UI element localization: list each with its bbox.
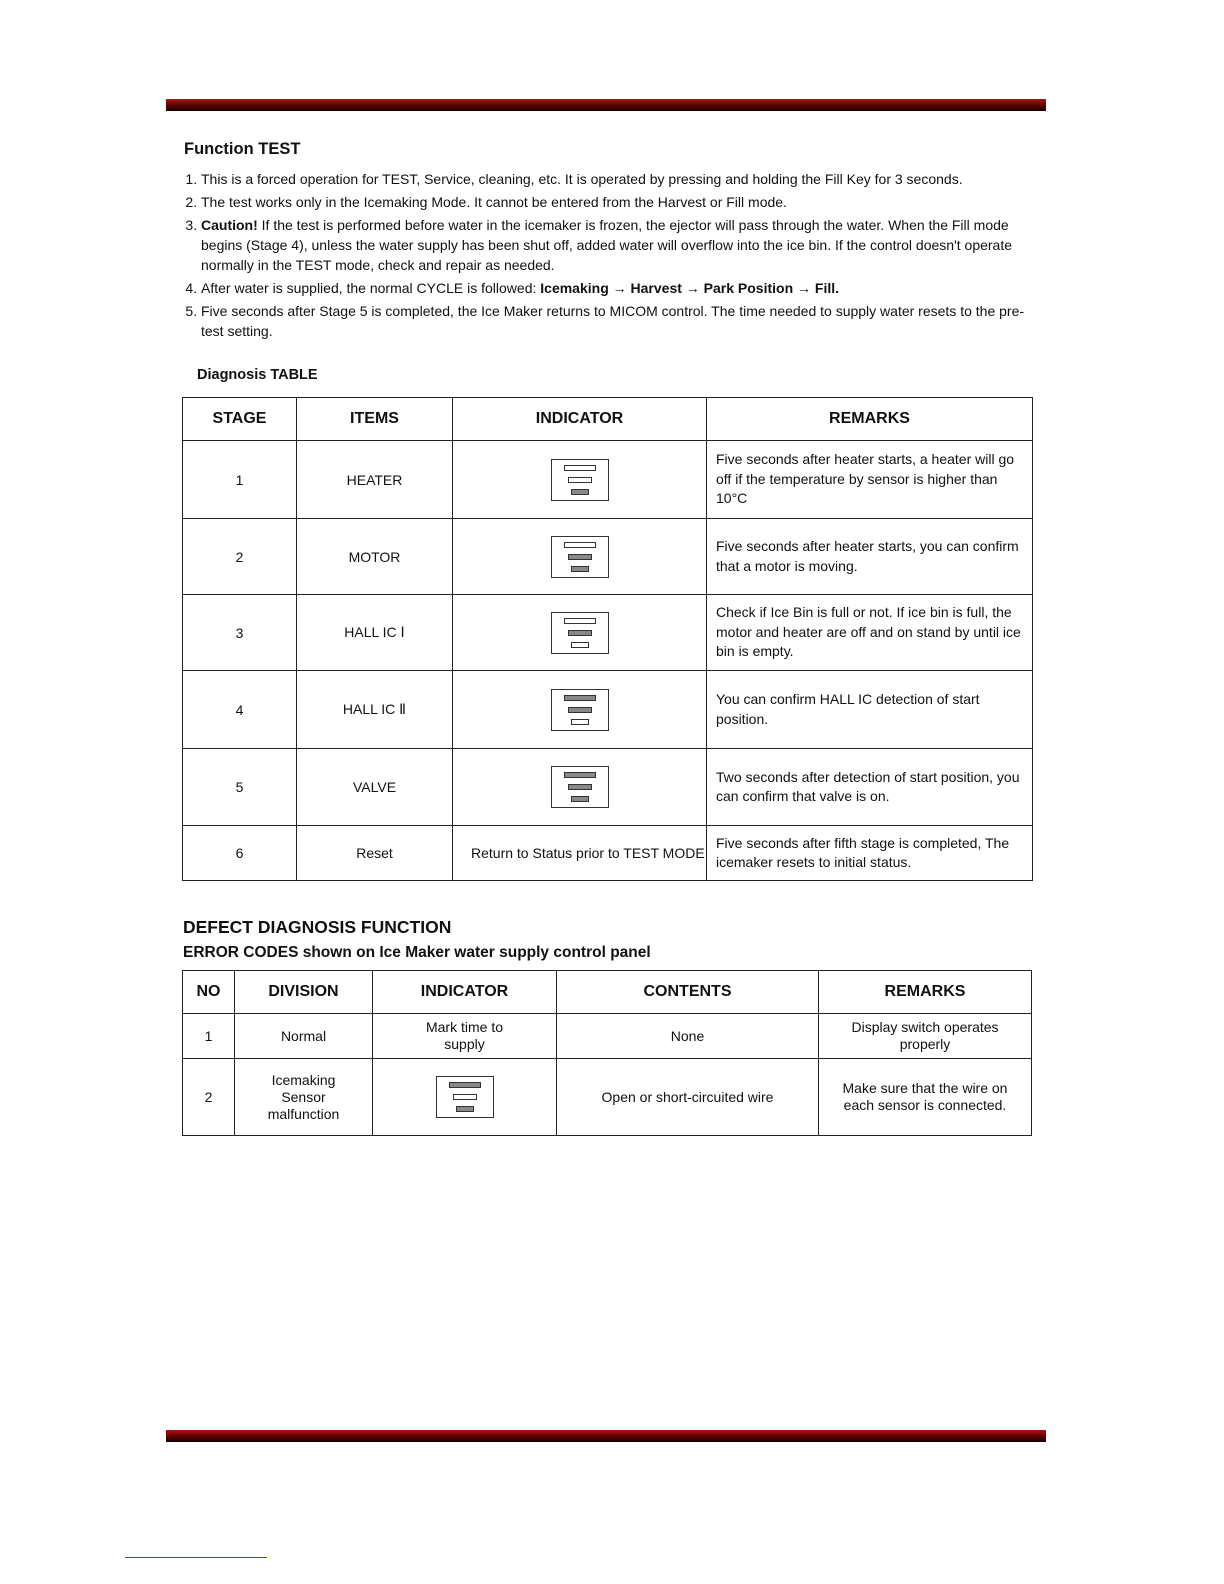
lamp-on-bar (568, 707, 592, 713)
lamp-on-bar (456, 1106, 474, 1112)
stage-cell: 4 (183, 671, 297, 749)
table-row (183, 1059, 1032, 1136)
header-items: ITEMS (297, 398, 453, 441)
step-4 (201, 278, 1038, 298)
indicator-panel-icon (551, 459, 609, 501)
item-cell: Reset (297, 826, 453, 881)
contents-cell: None (557, 1014, 819, 1059)
stage-cell: 1 (183, 441, 297, 519)
header-no: NO (183, 971, 235, 1014)
step-5: 5. Five seconds after Stage 5 is completed, the Ice Maker returns to MICOM control. The time needed to supply water resets to the pre- test setting. (201, 301, 1038, 341)
lamp-on-bar (568, 630, 592, 636)
lamp-on-bar (564, 772, 596, 778)
function-test-steps (178, 169, 1038, 341)
contents-cell: Open or short-circuited wire (557, 1059, 819, 1136)
indicator-cell (453, 519, 707, 595)
lamp-on-bar (449, 1082, 481, 1088)
step-4-text: After water is supplied, the normal CYCLE is followed: (201, 280, 537, 296)
indicator-cell (453, 595, 707, 671)
lamp-on-bar (564, 695, 596, 701)
lamp-on-bar (571, 566, 589, 572)
diagnosis-table (182, 397, 1033, 881)
remarks-cell: Five seconds after heater starts, you can confirm that a motor is moving. (707, 519, 1033, 595)
stage-cell: 5 (183, 749, 297, 826)
remarks-cell: You can confirm HALL IC detection of start position. (707, 671, 1033, 749)
defect-diagnosis-subtitle: ERROR CODES shown on Ice Maker water supply control panel (183, 944, 651, 961)
cycle-sequence: Icemaking → Harvest → Park Position → Fill. (540, 280, 840, 296)
remarks-cell: Make sure that the wire on each sensor is connected. (819, 1059, 1032, 1136)
caution-label: Caution! (201, 217, 258, 233)
header-remarks: REMARKS (819, 971, 1032, 1014)
indicator-panel-icon (551, 766, 609, 808)
table-row (183, 1014, 1032, 1059)
header-contents: CONTENTS (557, 971, 819, 1014)
bottom-rule (166, 1430, 1046, 1442)
remarks-cell: Five seconds after heater starts, a heater will go off if the temperature by sensor is higher than 10°C (707, 441, 1033, 519)
lamp-on-bar (571, 489, 589, 495)
lamp-off-bar (571, 719, 589, 725)
lamp-off-bar (453, 1094, 477, 1100)
item-cell: HALL IC Ⅰ (297, 595, 453, 671)
diagnosis-table-title: Diagnosis TABLE (197, 367, 318, 383)
step-2: 2. The test works only in the Icemaking Mode. It cannot be entered from the Harvest or Fill mode. (201, 192, 1038, 212)
division-cell: Icemaking Sensor malfunction (235, 1059, 373, 1136)
table-row (183, 749, 1033, 826)
item-cell: VALVE (297, 749, 453, 826)
stage-cell: 3 (183, 595, 297, 671)
lamp-on-bar (568, 784, 592, 790)
header-remarks: REMARKS (707, 398, 1033, 441)
step-3 (201, 215, 1038, 275)
lamp-off-bar (571, 642, 589, 648)
header-indicator: INDICATOR (453, 398, 707, 441)
indicator-cell (453, 671, 707, 749)
remarks-cell: Display switch operates properly (819, 1014, 1032, 1059)
indicator-text-cell: Return to Status prior to TEST MODE (453, 826, 707, 881)
header-division: DIVISION (235, 971, 373, 1014)
indicator-panel-icon (551, 612, 609, 654)
remarks-cell: Five seconds after fifth stage is completed, The icemaker resets to initial status. (707, 826, 1033, 881)
lamp-on-bar (568, 554, 592, 560)
lamp-on-bar (571, 796, 589, 802)
step-3-text: If the test is performed before water in the icemaker is frozen, the ejector will pass through the water. When the Fill mode begins (Stage 4), unless the water supply has been shut off, added water will overflow into the ice bin. If the control doesn't operate normally in the TEST mode, check and repair as needed. (201, 217, 1013, 273)
indicator-panel-icon (436, 1076, 494, 1118)
item-cell: HEATER (297, 441, 453, 519)
stage-cell: 6 (183, 826, 297, 881)
error-codes-table (182, 970, 1032, 1136)
indicator-text-cell: Mark time to supply (373, 1014, 557, 1059)
indicator-panel-icon (551, 536, 609, 578)
header-stage: STAGE (183, 398, 297, 441)
lamp-off-bar (564, 618, 596, 624)
function-test-title: Function TEST (184, 140, 301, 158)
no-cell: 2 (183, 1059, 235, 1136)
item-cell: MOTOR (297, 519, 453, 595)
lamp-off-bar (564, 465, 596, 471)
indicator-cell (373, 1059, 557, 1136)
table-row (183, 595, 1033, 671)
stage-cell: 2 (183, 519, 297, 595)
indicator-panel-icon (551, 689, 609, 731)
indicator-cell (453, 441, 707, 519)
table-row (183, 671, 1033, 749)
diagnosis-header-row (183, 398, 1033, 441)
indicator-cell (453, 749, 707, 826)
division-cell: Normal (235, 1014, 373, 1059)
page-content (178, 140, 1038, 1136)
header-indicator: INDICATOR (373, 971, 557, 1014)
item-cell: HALL IC Ⅱ (297, 671, 453, 749)
footer-link-underline (125, 1557, 267, 1558)
table-row (183, 826, 1033, 881)
table-row (183, 519, 1033, 595)
remarks-cell: Two seconds after detection of start position, you can confirm that valve is on. (707, 749, 1033, 826)
step-1: 1. This is a forced operation for TEST, Service, cleaning, etc. It is operated by pressing and holding the Fill Key for 3 seconds. (201, 169, 1038, 189)
lamp-off-bar (568, 477, 592, 483)
lamp-off-bar (564, 542, 596, 548)
table-row (183, 441, 1033, 519)
defect-diagnosis-title: DEFECT DIAGNOSIS FUNCTION (183, 917, 452, 937)
top-rule (166, 99, 1046, 111)
remarks-cell: Check if Ice Bin is full or not. If ice bin is full, the motor and heater are off and on stand by until ice bin is empty. (707, 595, 1033, 671)
error-header-row (183, 971, 1032, 1014)
no-cell: 1 (183, 1014, 235, 1059)
